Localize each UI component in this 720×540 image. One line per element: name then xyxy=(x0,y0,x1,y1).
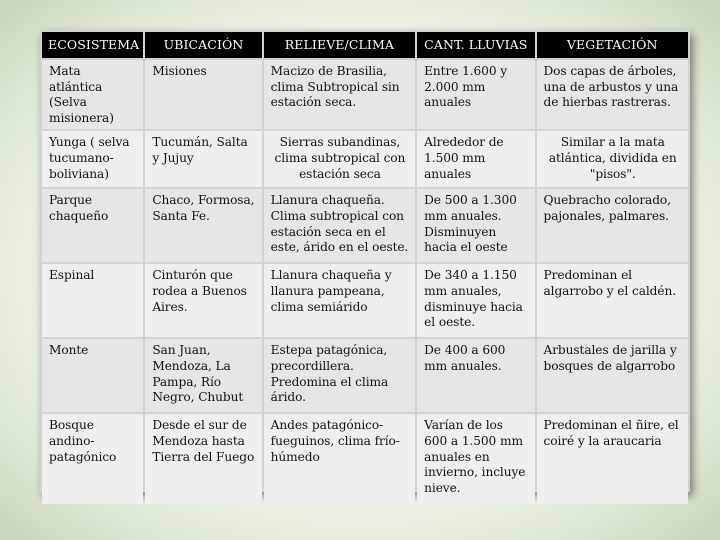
header-relieve-clima: RELIEVE/CLIMA xyxy=(264,32,415,58)
cell-relieve-clima: Macizo de Brasilia, clima Subtropical sin estación seca. xyxy=(264,60,415,129)
header-vegetacion: VEGETACIÓN xyxy=(537,32,689,58)
cell-vegetacion: Predominan el algarrobo y el caldén. xyxy=(537,264,689,337)
cell-cant-lluvias: Varían de los 600 a 1.500 mm anuales en invierno, incluye nieve. xyxy=(417,414,534,504)
cell-ubicacion: Misiones xyxy=(145,60,261,129)
table-row xyxy=(42,339,688,412)
cell-ecosistema: Bosque andino-patagónico xyxy=(42,414,143,504)
cell-relieve-clima: Andes patagónico-fueguinos, clima frío-húmedo xyxy=(264,414,415,504)
cell-ecosistema: Parque chaqueño xyxy=(42,189,143,262)
cell-ubicacion: Cinturón que rodea a Buenos Aires. xyxy=(145,264,261,337)
cell-ecosistema: Mata atlántica (Selva misionera) xyxy=(42,60,143,129)
table-row xyxy=(42,60,688,129)
ecosystems-table-container xyxy=(40,30,690,495)
table-row xyxy=(42,264,688,337)
cell-relieve-clima: Llanura chaqueña. Clima subtropical con estación seca en el este, árido en el oeste. xyxy=(264,189,415,262)
ecosystems-table xyxy=(40,30,690,506)
cell-ecosistema: Monte xyxy=(42,339,143,412)
cell-vegetacion: Predominan el ñire, el coiré y la araucaria xyxy=(537,414,689,504)
cell-cant-lluvias: Entre 1.600 y 2.000 mm anuales xyxy=(417,60,534,129)
cell-cant-lluvias: De 340 a 1.150 mm anuales, disminuye hacia el oeste. xyxy=(417,264,534,337)
cell-relieve-clima: Sierras subandinas, clima subtropical con estación seca xyxy=(264,131,415,187)
cell-vegetacion: Arbustales de jarilla y bosques de algarrobo xyxy=(537,339,689,412)
cell-ubicacion: Tucumán, Salta y Jujuy xyxy=(145,131,261,187)
header-ubicacion: UBICACIÓN xyxy=(145,32,261,58)
cell-relieve-clima: Llanura chaqueña y llanura pampeana, clima semiárido xyxy=(264,264,415,337)
cell-ecosistema: Espinal xyxy=(42,264,143,337)
header-row xyxy=(42,32,688,58)
header-cant-lluvias: CANT. LLUVIAS xyxy=(417,32,534,58)
cell-cant-lluvias: De 500 a 1.300 mm anuales. Disminuyen hacia el oeste xyxy=(417,189,534,262)
table-row xyxy=(42,131,688,187)
cell-cant-lluvias: De 400 a 600 mm anuales. xyxy=(417,339,534,412)
cell-cant-lluvias: Alrededor de 1.500 mm anuales xyxy=(417,131,534,187)
cell-vegetacion: Similar a la mata atlántica, dividida en "pisos". xyxy=(537,131,689,187)
cell-ubicacion: Desde el sur de Mendoza hasta Tierra del Fuego xyxy=(145,414,261,504)
table-row xyxy=(42,189,688,262)
cell-vegetacion: Quebracho colorado, pajonales, palmares. xyxy=(537,189,689,262)
cell-ecosistema: Yunga ( selva tucumano-boliviana) xyxy=(42,131,143,187)
cell-ubicacion: Chaco, Formosa, Santa Fe. xyxy=(145,189,261,262)
header-ecosistema: ECOSISTEMA xyxy=(42,32,143,58)
cell-relieve-clima: Estepa patagónica, precordillera. Predomina el clima árido. xyxy=(264,339,415,412)
table-row xyxy=(42,414,688,504)
cell-ubicacion: San Juan, Mendoza, La Pampa, Río Negro, Chubut xyxy=(145,339,261,412)
cell-vegetacion: Dos capas de árboles, una de arbustos y una de hierbas rastreras. xyxy=(537,60,689,129)
